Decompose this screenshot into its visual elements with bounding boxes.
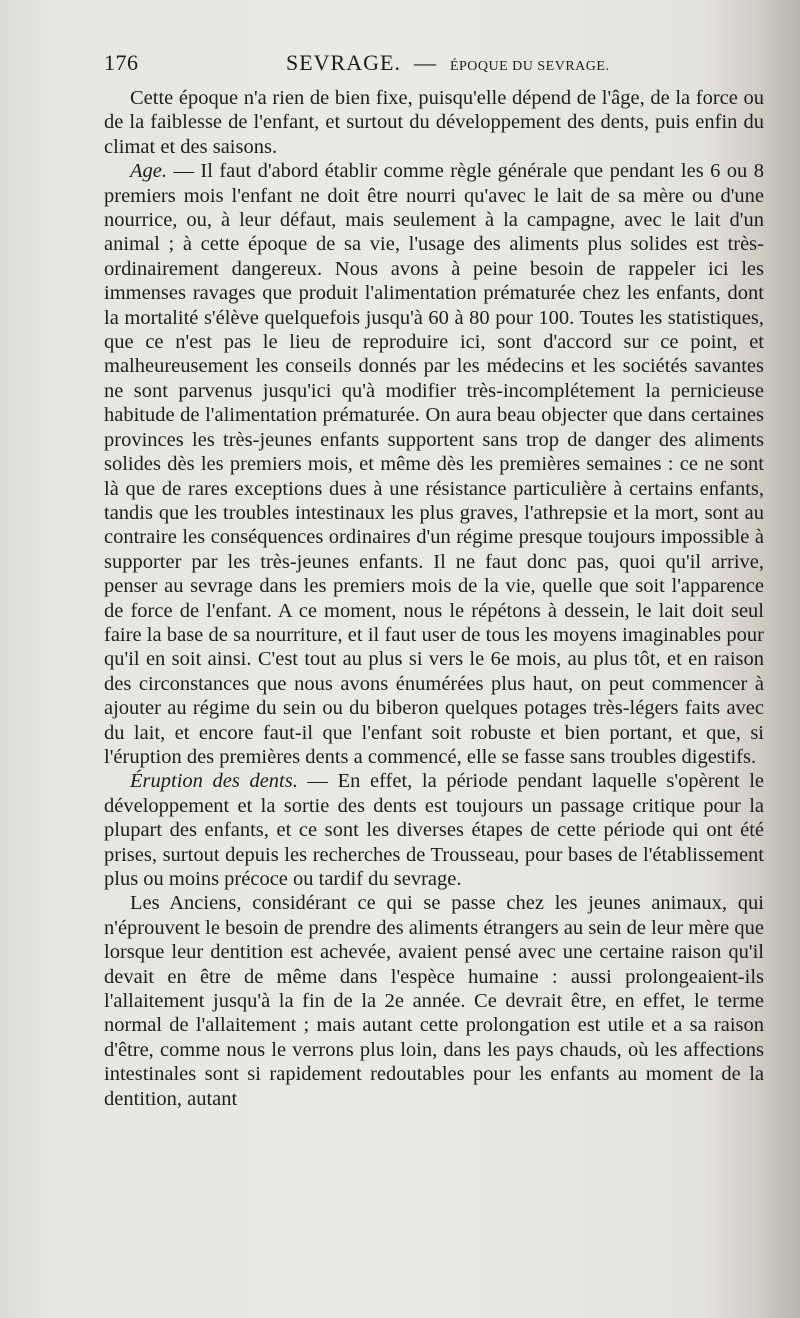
- paragraph-lead-eruption: Éruption des dents.: [130, 770, 298, 793]
- subsection-title: ÉPOQUE DU SEVRAGE.: [449, 59, 610, 74]
- page-number: 176: [104, 50, 139, 75]
- paragraph-text: Les Anciens, considérant ce qui se passe chez les jeunes animaux, qui n'éprouvent le besoin de prendre des aliments étrangers au sein de leur mère que lorsque leur dentition est achevée, avaient pensé avec une certaine raison qu'il devait en être de même dans l'espèce humaine : aussi prolongeaient-ils l'allaitement jusqu'à la fin de la 2e année. Ce devrait être, en effet, le terme normal de l'allaitement ; mais autant cette prolongation est utile et a sa raison d'être, comme nous le verrons plus loin, dans les pays chauds, où les affections intestinales sont si rapidement redoutables pour les enfants au moment de la dentition, autant: [104, 892, 764, 1110]
- section-title: SEVRAGE.: [286, 50, 401, 75]
- body-text: [104, 86, 764, 1111]
- paragraph-intro: [104, 86, 764, 159]
- paragraph-lead-age: Age.: [130, 160, 167, 183]
- paragraph-eruption: [104, 769, 764, 891]
- paragraph-text: Cette époque n'a rien de bien fixe, puisqu'elle dépend de l'âge, de la force ou de la faiblesse de l'enfant, et surtout du développement des dents, puis enfin du climat et des saisons.: [104, 87, 764, 158]
- paragraph-text: — En effet, la période pendant laquelle s'opèrent le développement et la sortie des dents est toujours un passage critique pour la plupart des enfants, et ce sont les diverses étapes de cette période qui ont été prises, surtout depuis les recherches de Trousseau, pour bases de l'établissement plus ou moins précoce ou tardif du sevrage.: [104, 770, 764, 890]
- paragraph-text: — Il faut d'abord établir comme règle générale que pendant les 6 ou 8 premiers mois l'enfant ne doit être nourri qu'avec le lait de sa mère ou d'une nourrice, ou, à leur défaut, mais seulement à la campagne, avec le lait d'un animal ; à cette époque de sa vie, l'usage des aliments plus solides est très-ordinairement dangereux. Nous avons à peine besoin de rappeler ici les immenses ravages que produit l'alimentation prématurée chez les enfants, dont la mortalité s'élève quelquefois jusqu'à 60 à 80 pour 100. Toutes les statistiques, que ce n'est pas le lieu de reproduire ici, sont d'accord sur ce point, et malheureusement les conseils donnés par les médecins et les sociétés savantes ne sont parvenus jusqu'ici qu'à modifier très-incomplétement la pernicieuse habitude de l'alimentation prématurée. On aura beau objecter que dans certaines provinces les très-jeunes enfants supportent sans trop de danger des aliments solides dès les premiers mois, et même dès les premières semaines : ce ne sont là que de rares exceptions dues à une résistance particulière à certains enfants, tandis que les troubles intestinaux les plus graves, l'athrepsie et la mort, sont au contraire les conséquences ordinaires d'un régime presque toujours impossible à supporter par les très-jeunes enfants. Il ne faut donc pas, quoi qu'il arrive, penser au sevrage dans les premiers mois de la vie, quelle que soit l'apparence de force de l'enfant. A ce moment, nous le répétons à dessein, le lait doit seul faire la base de sa nourriture, et il faut user de tous les moyens imaginables pour qu'il en soit ainsi. C'est tout au plus si vers le 6e mois, au plus tôt, et en raison des circonstances que nous avons énumérées plus haut, on peut commencer à ajouter au régime du sein ou du biberon quelques potages très-légers faits avec du lait, et encore faut-il que l'enfant soit robuste et bien portant, et que, si l'éruption des premières dents a commencé, elle se fasse sans troubles digestifs.: [104, 160, 764, 768]
- paragraph-anciens: [104, 891, 764, 1111]
- paragraph-age: [104, 159, 764, 769]
- running-head: [104, 50, 764, 82]
- running-title: [286, 50, 609, 76]
- title-separator: —: [413, 50, 437, 75]
